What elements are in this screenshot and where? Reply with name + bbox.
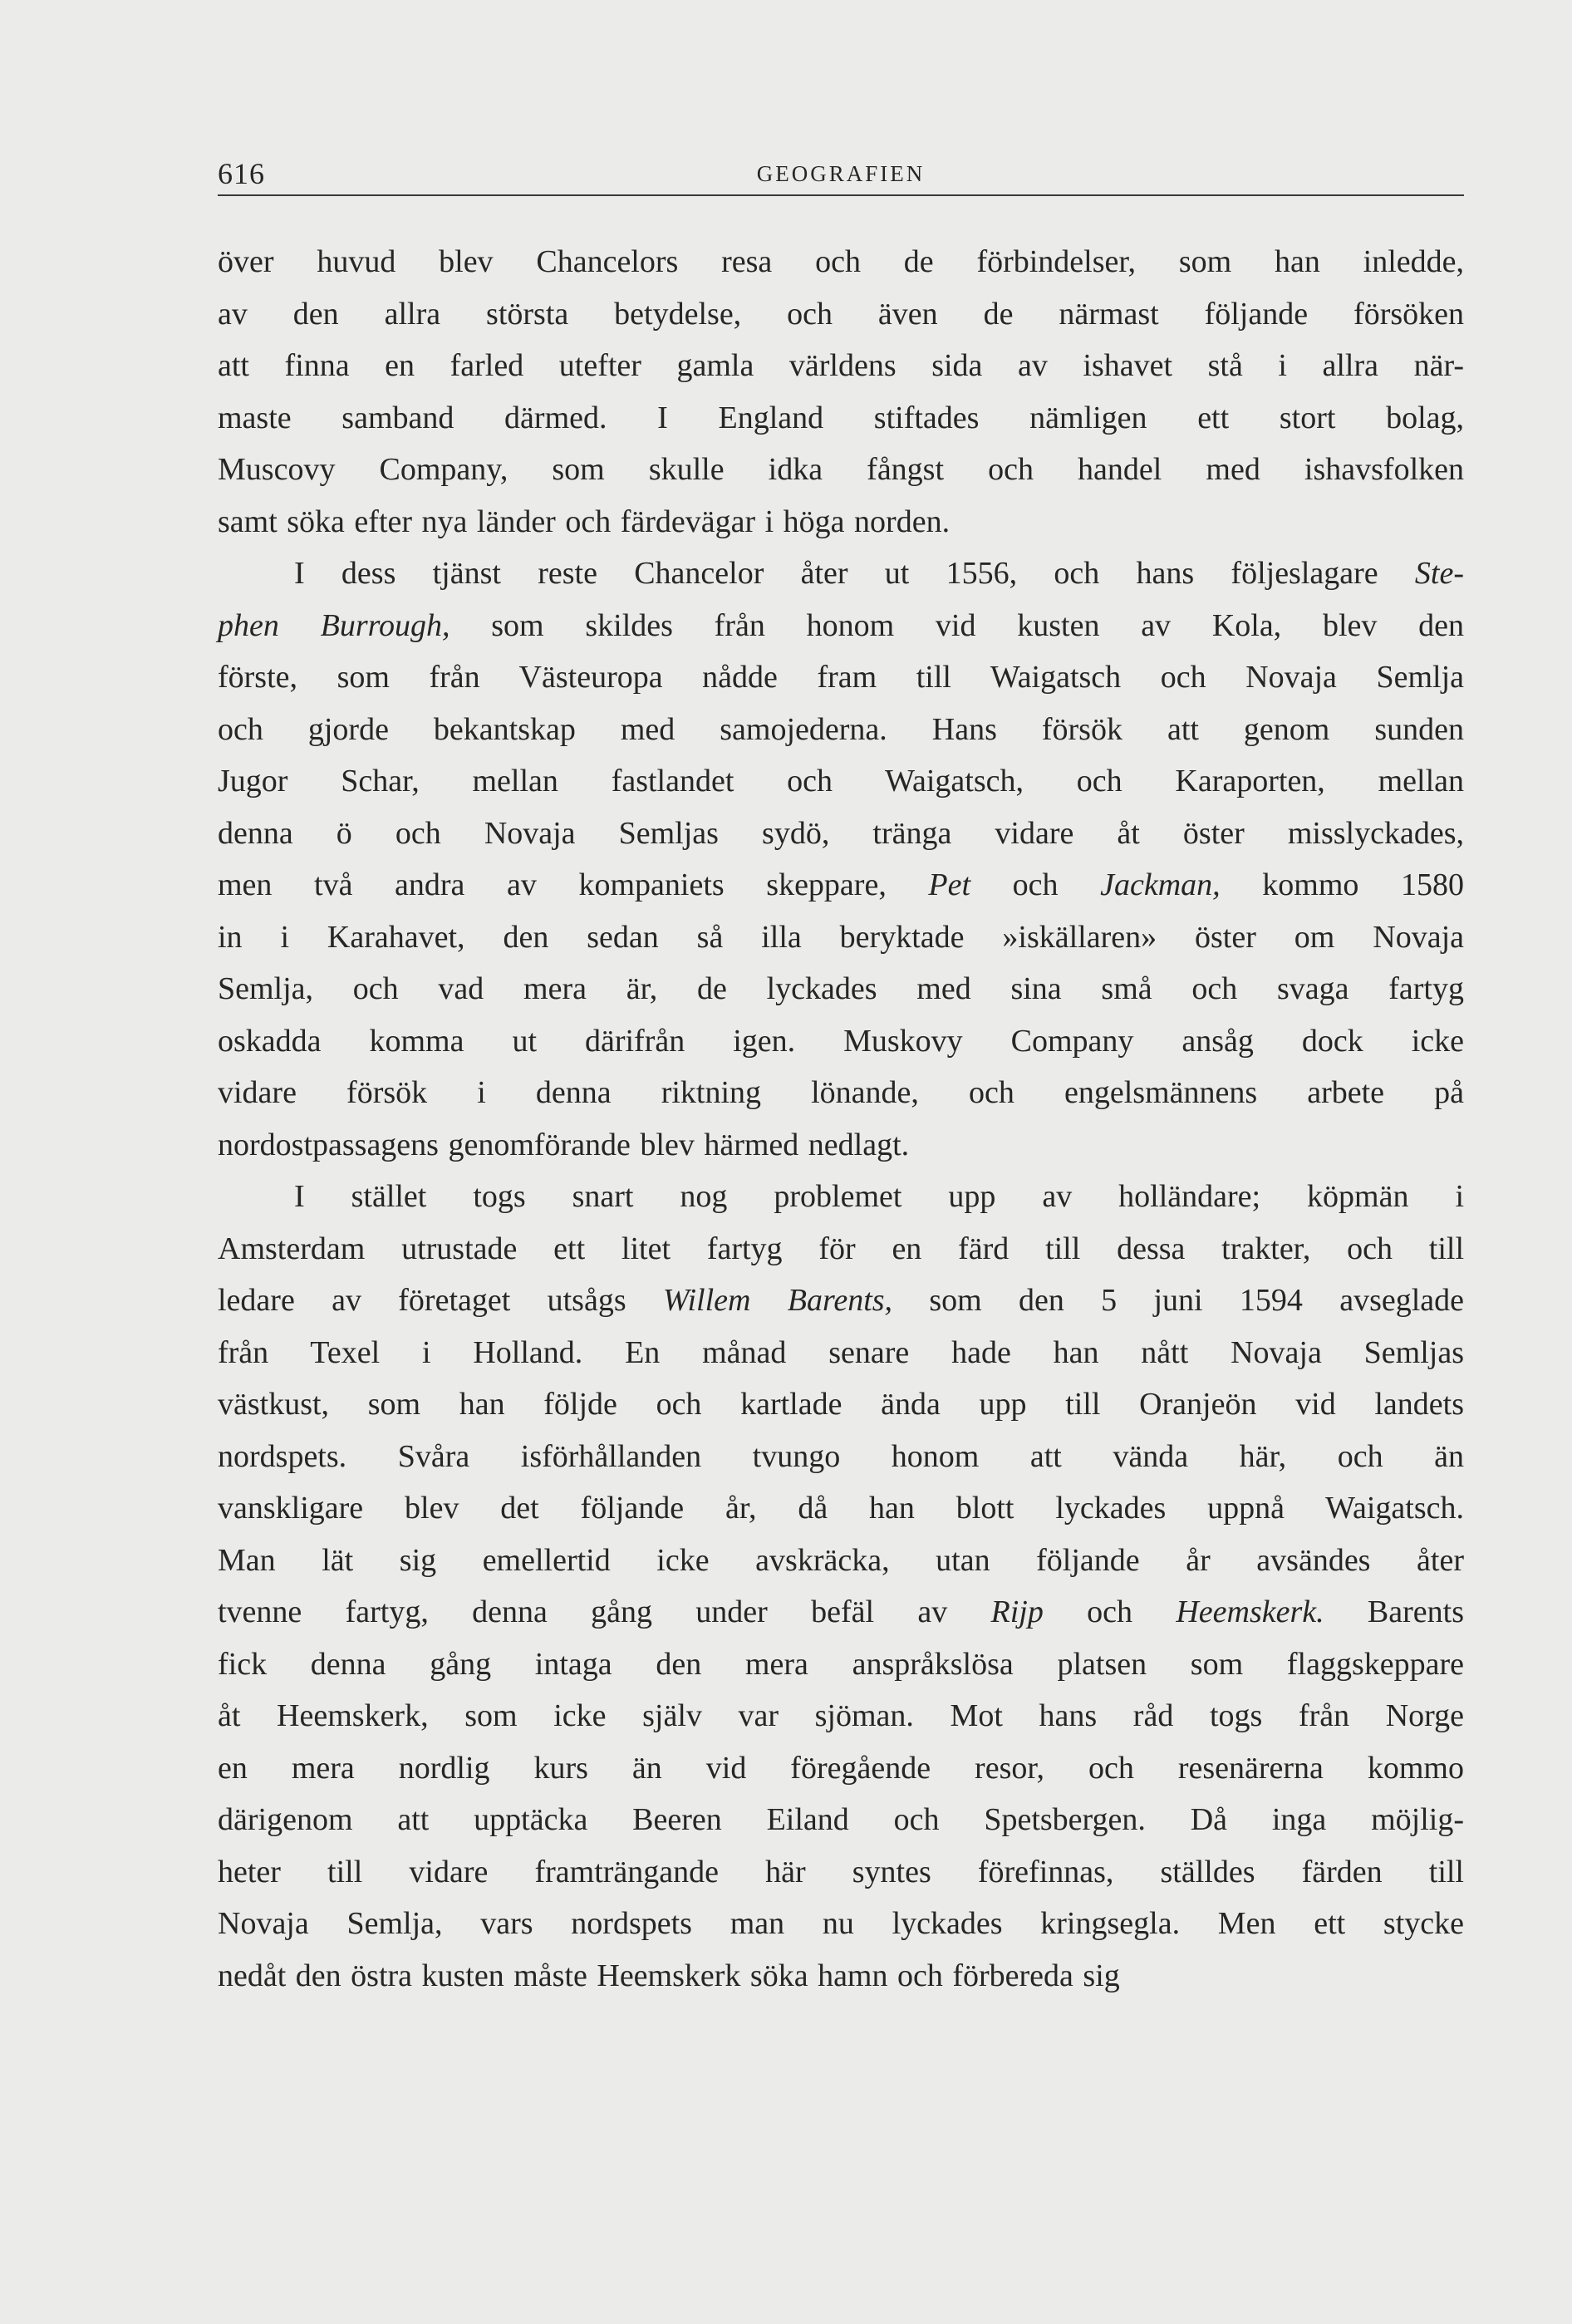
- text-segment: och: [1043, 1594, 1177, 1629]
- running-head: GEOGRAFIEN: [756, 161, 926, 186]
- text-line: vidare försök i denna riktning lönande, och engelsmännens arbete på: [218, 1075, 1464, 1110]
- text-line: [218, 1586, 1464, 1639]
- body-text: [218, 236, 1464, 2002]
- italic-name: Pet: [928, 867, 971, 902]
- text-line: från Texel i Holland. En månad senare hade han nått Novaja Semljas: [218, 1334, 1464, 1370]
- text-line: över huvud blev Chancelors resa och de förbindelser, som han inledde,: [218, 244, 1464, 279]
- text-segment: som skildes från honom vid kusten av Kola, blev den: [449, 607, 1464, 643]
- page-header: [218, 153, 1464, 196]
- text-line: västkust, som han följde och kartlade ända upp till Oranjeön vid landets: [218, 1387, 1464, 1422]
- italic-name: Rijp: [990, 1594, 1044, 1629]
- text-line: oskadda komma ut därifrån igen. Muskovy Company ansåg dock icke: [218, 1023, 1464, 1059]
- text-segment: Barents: [1324, 1594, 1464, 1629]
- text-segment: kommo 1580: [1220, 867, 1464, 902]
- text-line: en mera nordlig kurs än vid föregående resor, och resenärerna kommo: [218, 1750, 1464, 1786]
- text-line: att finna en farled utefter gamla världens sida av ishavet stå i allra när-: [218, 348, 1464, 383]
- text-line: in i Karahavet, den sedan så illa beryktade »iskällaren» öster om Novaja: [218, 919, 1464, 955]
- text-line: av den allra största betydelse, och även de närmast följande försöken: [218, 296, 1464, 332]
- text-segment: tvenne fartyg, denna gång under befäl av: [218, 1594, 991, 1629]
- text-segment: som den 5 juni 1594 avseglade: [892, 1283, 1465, 1318]
- text-line: [218, 600, 1464, 652]
- paragraph: [218, 236, 1464, 548]
- text-segment: och: [970, 867, 1101, 902]
- text-line: och gjorde bekantskap med samojederna. Hans försök att genom sunden: [218, 711, 1464, 747]
- text-line: [218, 548, 1464, 600]
- text-line: heter till vidare framträngande här syntes förefinnas, ställdes färden till: [218, 1854, 1464, 1889]
- text-line: nordostpassagens genomförande blev härmed nedlagt.: [218, 1127, 910, 1162]
- text-line: Semlja, och vad mera är, de lyckades med sina små och svaga fartyg: [218, 971, 1464, 1006]
- text-line: Amsterdam utrustade ett litet fartyg för en färd till dessa trakter, och till: [218, 1231, 1464, 1266]
- text-line: Jugor Schar, mellan fastlandet och Waigatsch, och Karaporten, mellan: [218, 764, 1464, 798]
- italic-name: Jackman,: [1100, 867, 1221, 902]
- text-line: Man lät sig emellertid icke avskräcka, utan följande år avsändes åter: [218, 1542, 1464, 1578]
- text-line: samt söka efter nya länder och färdevägar i höga norden.: [218, 504, 951, 539]
- text-line: därigenom att upptäcka Beeren Eiland och Spetsbergen. Då inga möjlig-: [218, 1802, 1464, 1837]
- text-line: fick denna gång intaga den mera anspråkslösa platsen som flaggskeppare: [218, 1646, 1464, 1682]
- paragraph: [218, 548, 1464, 1171]
- text-segment: men två andra av kompaniets skeppare,: [218, 867, 929, 902]
- page-number: 616: [218, 157, 265, 190]
- text-line: denna ö och Novaja Semljas sydö, tränga vidare åt öster misslyckades,: [218, 815, 1464, 851]
- text-line: nordspets. Svåra isförhållanden tvungo honom att vända här, och än: [218, 1438, 1464, 1474]
- italic-name: Ste-: [1414, 556, 1464, 591]
- text-line: [218, 859, 1464, 911]
- text-line: förste, som från Västeuropa nådde fram till Waigatsch och Novaja Semlja: [218, 660, 1464, 695]
- text-line: nedåt den östra kusten måste Heemskerk söka hamn och förbereda sig: [218, 1958, 1120, 1993]
- text-segment: I dess tjänst reste Chancelor åter ut 1556, och hans följeslagare: [294, 556, 1415, 591]
- text-line: maste samband därmed. I England stiftades nämligen ett stort bolag,: [218, 400, 1464, 435]
- italic-name: Willem Barents,: [662, 1283, 893, 1318]
- text-line: åt Heemskerk, som icke själv var sjöman. Mot hans råd togs från Norge: [218, 1698, 1464, 1733]
- italic-name: phen Burrough,: [218, 607, 450, 643]
- text-line: vanskligare blev det följande år, då han blott lyckades uppnå Waigatsch.: [218, 1491, 1464, 1526]
- text-line: [218, 1275, 1464, 1327]
- text-line: I stället togs snart nog problemet upp av holländare; köpmän i: [294, 1179, 1464, 1214]
- text-line: Muscovy Company, som skulle idka fångst och handel med ishavsfolken: [218, 452, 1464, 487]
- text-line: Novaja Semlja, vars nordspets man nu lyckades kringsegla. Men ett stycke: [218, 1906, 1464, 1941]
- paragraph: [218, 1171, 1464, 2002]
- text-segment: ledare av företaget utsågs: [218, 1283, 663, 1318]
- italic-name: Heemskerk.: [1176, 1594, 1324, 1629]
